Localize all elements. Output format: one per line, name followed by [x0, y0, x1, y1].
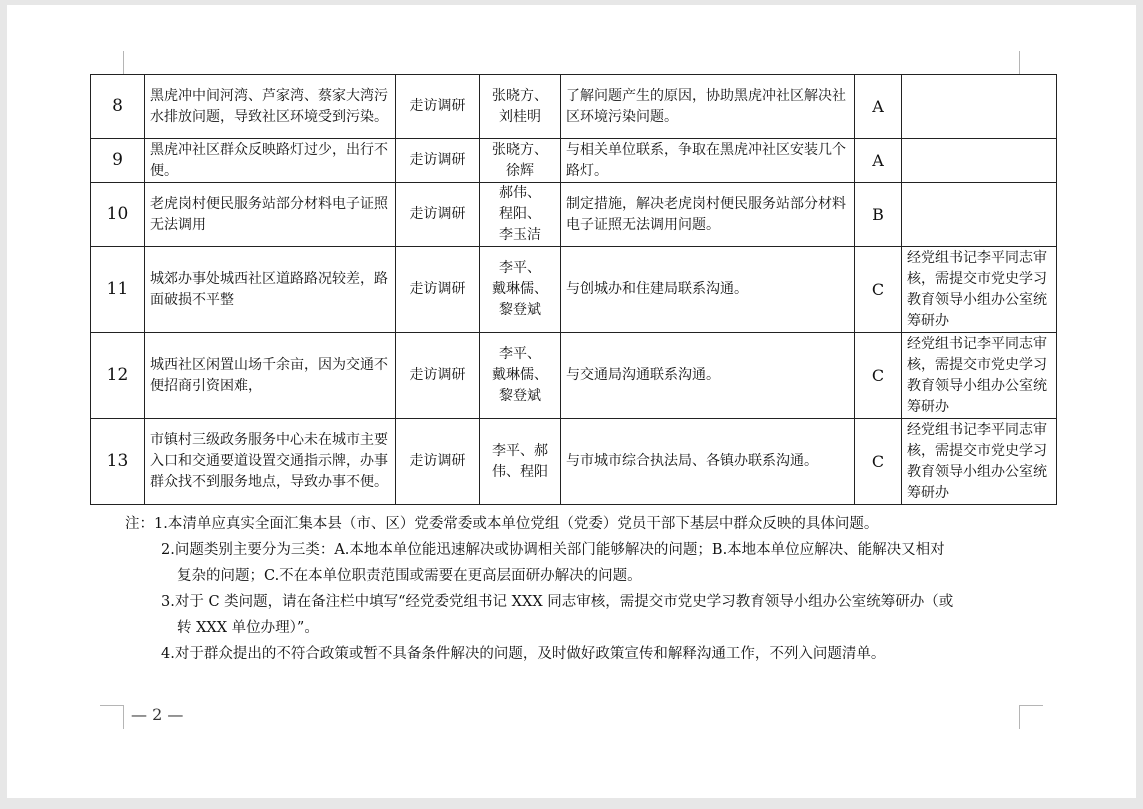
category-cell: C [855, 247, 902, 333]
note-line-3: 3.对于 C 类问题，请在备注栏中填写“经党委党组书记 XXX 同志审核，需提交市党史学习教育领导小组办公室统筹研办（或 [161, 594, 954, 610]
person-cell: 李平、 戴琳儒、 黎登斌 [480, 247, 561, 333]
note-cell [902, 139, 1057, 183]
measure-cell: 与创城办和住建局联系沟通。 [561, 247, 855, 333]
issue-cell: 黑虎冲社区群众反映路灯过少，出行不便。 [145, 139, 396, 183]
method-cell: 走访调研 [396, 247, 480, 333]
method-cell: 走访调研 [396, 419, 480, 505]
person-cell: 郝伟、 程阳、 李玉洁 [480, 183, 561, 247]
note-cell [902, 75, 1057, 139]
table-row [91, 75, 1057, 139]
note-cell: 经党组书记李平同志审核，需提交市党史学习教育领导小组办公室统筹研办 [902, 419, 1057, 505]
person-cell: 李平、郝 伟、程阳 [480, 419, 561, 505]
note-cell: 经党组书记李平同志审核，需提交市党史学习教育领导小组办公室统筹研办 [902, 333, 1057, 419]
issue-list-table [90, 74, 1057, 505]
category-cell: A [855, 75, 902, 139]
note-line-4: 4.对于群众提出的不符合政策或暂不具备条件解决的问题，及时做好政策宣传和解释沟通工作，不列入问题清单。 [161, 646, 886, 662]
note-line-2: 2.问题类别主要分为三类：A.本地本单位能迅速解决或协调相关部门能够解决的问题；B.本地本单位应解决、能解决又相对 [161, 542, 945, 558]
measure-cell: 与相关单位联系，争取在黑虎冲社区安装几个路灯。 [561, 139, 855, 183]
note-cell [902, 183, 1057, 247]
row-number: 8 [91, 75, 145, 139]
person-cell: 李平、 戴琳儒、 黎登斌 [480, 333, 561, 419]
table-notes [125, 511, 1045, 667]
page-number: — 2 — [131, 705, 184, 724]
note-line-3-cont: 转 XXX 单位办理）”。 [177, 620, 319, 636]
measure-cell: 与市城市综合执法局、各镇办联系沟通。 [561, 419, 855, 505]
measure-cell: 与交通局沟通联系沟通。 [561, 333, 855, 419]
note-cell: 经党组书记李平同志审核，需提交市党史学习教育领导小组办公室统筹研办 [902, 247, 1057, 333]
measure-cell: 了解问题产生的原因，协助黑虎冲社区解决社区环境污染问题。 [561, 75, 855, 139]
person-cell: 张晓方、 徐辉 [480, 139, 561, 183]
issue-cell: 城西社区闲置山场千余亩，因为交通不便招商引资困难， [145, 333, 396, 419]
crop-mark-bottom-left [100, 705, 124, 730]
table-row [91, 139, 1057, 183]
issue-cell: 市镇村三级政务服务中心未在城市主要入口和交通要道设置交通指示牌，办事群众找不到服务地点，导致办事不便。 [145, 419, 396, 505]
crop-mark-bottom-right [1019, 705, 1043, 730]
person-cell: 张晓方、 刘桂明 [480, 75, 561, 139]
category-cell: C [855, 333, 902, 419]
method-cell: 走访调研 [396, 139, 480, 183]
category-cell: B [855, 183, 902, 247]
table-row [91, 419, 1057, 505]
note-line-1: 注：1.本清单应真实全面汇集本县（市、区）党委常委或本单位党组（党委）党员干部下基层中群众反映的具体问题。 [125, 516, 879, 532]
issue-cell: 城郊办事处城西社区道路路况较差，路面破损不平整 [145, 247, 396, 333]
category-cell: A [855, 139, 902, 183]
table-row [91, 247, 1057, 333]
row-number: 9 [91, 139, 145, 183]
issue-cell: 黑虎冲中间河湾、芦家湾、蔡家大湾污水排放问题，导致社区环境受到污染。 [145, 75, 396, 139]
table-row [91, 183, 1057, 247]
document-page [7, 5, 1136, 798]
issue-cell: 老虎岗村便民服务站部分材料电子证照无法调用 [145, 183, 396, 247]
method-cell: 走访调研 [396, 75, 480, 139]
table-row [91, 333, 1057, 419]
measure-cell: 制定措施，解决老虎岗村便民服务站部分材料电子证照无法调用问题。 [561, 183, 855, 247]
crop-mark-top-right [1019, 51, 1020, 75]
crop-mark-top-left [123, 51, 124, 75]
crop-mark-bottom-left-vertical [123, 705, 124, 729]
row-number: 10 [91, 183, 145, 247]
crop-mark-bottom-right-vertical [1019, 705, 1020, 729]
row-number: 13 [91, 419, 145, 505]
row-number: 12 [91, 333, 145, 419]
note-line-2-cont: 复杂的问题；C.不在本单位职责范围或需要在更高层面研办解决的问题。 [177, 568, 642, 584]
row-number: 11 [91, 247, 145, 333]
category-cell: C [855, 419, 902, 505]
method-cell: 走访调研 [396, 183, 480, 247]
method-cell: 走访调研 [396, 333, 480, 419]
